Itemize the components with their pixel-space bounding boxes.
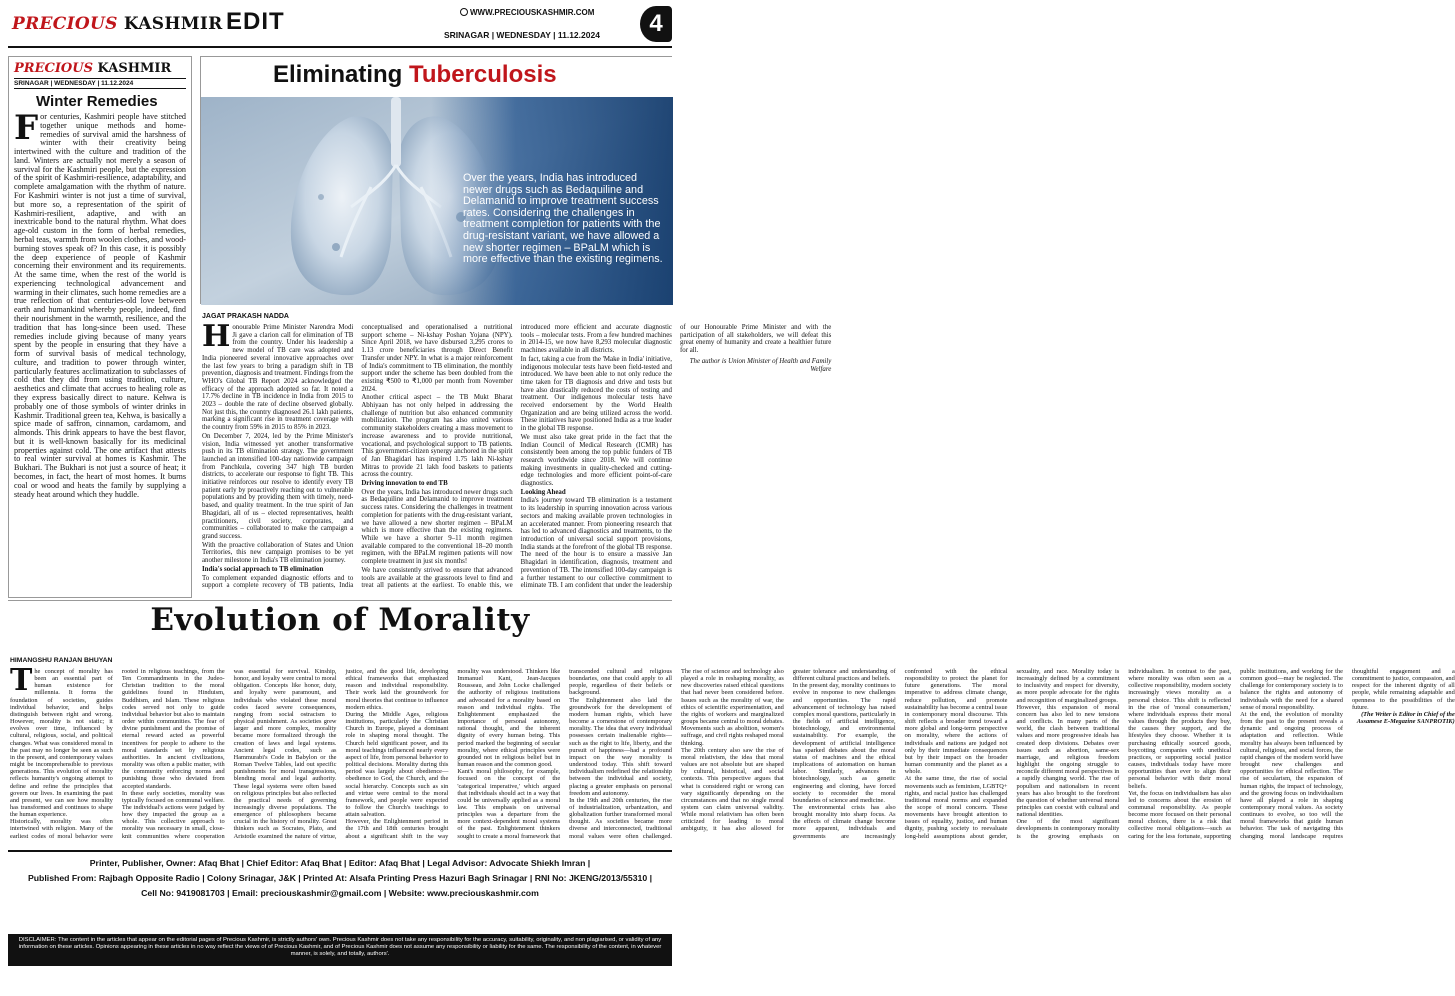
editorial-brand-part2: KASHMIR xyxy=(97,61,172,76)
morality-paragraph: At the end, the evolution of morality from the past to the present reveals a dynamic and ongoing process of adaptation and reflection. While morality has always been influenced by cultural, religious, and social forces, the rapid changes of the modern world have brought new challenges and opportunities for ethical reflection. The rise of secularism, the expansion of human rights, the impact of technology, and the growing focus on individualism have all played a role in shaping contemporary moral values. As society continues to evolve, so too will the moral frameworks that guide human behavior. The task of navigating this changing moral landscape requires thoughtful engagement and a commitment to justice, compassion, and respect for the inherent dignity of all people, while remaining adaptable and openness to the possibilities of the future. xyxy=(1240,668,1455,840)
tb-pullquote: Over the years, India has introduced newer drugs such as Bedaquiline and Delamanid to improve treatment success rates. Considering the challenges in treatment completion for patients with the drug-resistant variant, we have allowed a new shorter regimen – BPaLM which is more effective than the existing regimens. xyxy=(463,172,663,266)
morality-paragraph-text: he concept of morality has been an essential part of human existence for millennia. It forms the foundation of societies, guides individual behavior, and helps distinguish between right and wrong. However, morality is not static; it evolves over time, influenced by cultural, religious, social, and political changes. What was considered moral in the past may no longer be seen as such in the present, and contemporary values might be incomprehensible to previous generations. This evolution of morality reflects humanity's ongoing attempt to define and refine the principles that govern our lives. In examining the past and present, we can see how morality has transformed and continues to shape the human experience. xyxy=(10,668,113,819)
editorial-dropcap: F xyxy=(14,108,39,148)
editorial-box xyxy=(8,56,192,598)
morality-paragraph: However, the Enlightenment period in the 17th and 18th centuries brought about a significant shift in the way morality was understood. Thinkers like Immanuel Kant, Jean-Jacques Rousseau, and John Locke challenged the authority of religious institutions and advocated for a morality based on reason and individual rights. The Enlightenment emphasized the importance of personal autonomy, rational thought, and the inherent dignity of every human being. This period marked the beginning of secular morality, where ethical principles were grounded not in religious belief but in human reason and the common good. xyxy=(345,668,561,840)
morality-paragraph: Historically, morality was often intertwined with religion. Many of the earliest codes of moral behavior were rooted in religious teachings, from the Ten Commandments in the Judeo-Christian tradition to the moral guidelines found in Hinduism, Buddhism, and Islam. These religious codes served not only to guide individual behavior but also to maintain order within communities. The fear of divine punishment and the promise of eternal reward acted as powerful incentives for people to adhere to the moral standards set by religious authorities. In ancient civilizations, morality was often a public matter, with the community enforcing norms and punishing those who deviated from accepted standards. xyxy=(10,668,225,840)
tb-paragraph: Another critical aspect – the TB Mukt Bharat Abhiyaan has not only helped in addressing the challenge of nutrition but also enhanced community mobilization. The program has also united various community stakeholders creating a mass movement to increase awareness and to provide nutritional, vocational, and psychological support to TB patients. This government-citizen synergy anchored in the spirit of Jan Bhagidari has inspired 1.75 lakh Ni-kshay Mitras to provide 21 lakh food baskets to patients across the country. xyxy=(361,394,513,479)
tb-paragraph: On December 7, 2024, led by the Prime Minister's vision, India witnessed yet another transformative push in its TB elimination strategy. The government launched an intensified 100-day nationwide campaign from Panchkula, covering 347 high TB burden districts, to accelerate our response to fight TB. This initiative reinforces our resolve to identify every TB patient early by proactively reaching out to vulnerable populations and by providing them with timely, need-based, and quality treatment. In the true spirit of Jan Bhagidari, all of us – elected representatives, health practitioners, civil society, corporates, and communities – collaborated to make the campaign a grand success. xyxy=(202,432,354,540)
morality-paragraph: During the Middle Ages, religious institutions, particularly the Christian Church in Europe, played a dominant role in shaping moral thought. The Church held significant power, and its moral teachings influenced nearly every aspect of life, from personal behavior to political decisions. Morality during this period was largely about obedience—obedience to God, the Church, and the social hierarchy. Concepts such as sin and virtue were central to the moral framework, and people were expected to follow the Church's teachings to attain salvation. xyxy=(345,710,449,819)
tb-subheading: Looking Ahead xyxy=(520,488,566,496)
footer-divider xyxy=(8,850,672,852)
tb-author-byline: JAGAT PRAKASH NADDA xyxy=(202,313,289,320)
editorial-title: Winter Remedies xyxy=(36,93,158,110)
imprint-line-1: Printer, Publisher, Owner: Afaq Bhat | Chief Editor: Afaq Bhat | Editor: Afaq Bhat | Legal Advisor: Advocate Shiekh Imran | xyxy=(89,858,591,868)
tb-paragraph: In fact, taking a cue from the 'Make in India' initiative, indigenous molecular tests have been field-tested and introduced. We have been able to not only reduce the time taken for TB diagnosis and drive and tests but have also drastically reduced the costs of testing and treatment. Our indigenous molecular tests have received endorsement by the World Health Organization and are being utilized across the world. These initiatives have positioned India as a true leader in the global TB response. xyxy=(520,355,672,433)
morality-dropcap: T xyxy=(10,663,33,698)
morality-article-body xyxy=(10,663,1455,846)
editorial-dateline: SRINAGAR | WEDNESDAY | 11.12.2024 xyxy=(14,78,186,89)
morality-paragraph: Kant's moral philosophy, for example, focused on the concept of the 'categorical imperative,' which argued that individuals should act in a way that could be universally applied as a moral law. This emphasis on universal principles was a departure from the more context-dependent moral systems of the past. Enlightenment thinkers sought to create a moral framework that transcended cultural and religious boundaries, one that could apply to all people, regardless of their beliefs or background. xyxy=(457,668,672,840)
disclaimer: DISCLAIMER: The content in the articles that appear on the editorial pages of Precious Kashmir, is strictly authors' own. Precious Kashmir does not take any responsibility for the accuracy, suitability, originality, and non plagiarised, or validity of any information on these articles. Opinions appearing in these articles in no way reflect the views of of Precious Kashmir, and of Precious Kashmir does not assume any responsibility or liability for the same. The responsibility of the content, in whatever manner, is solely, and totally, authors'. xyxy=(8,934,672,966)
tb-title-banner xyxy=(201,57,673,97)
morality-paragraph: The environmental crisis has also brought morality into sharp focus. As the effects of climate change become more apparent, individuals and governments are increasingly confronted with the ethical responsibility to protect the planet for future generations. The moral imperative to address climate change, reduce pollution, and promote sustainability has become a central issue in contemporary moral discourse. This shift reflects a broader trend toward a more global and long-term perspective on morality, where the actions of individuals and nations are judged not only by their immediate consequences but by their impact on the broader human community and the planet as a whole. xyxy=(792,668,1008,840)
tb-title-part1: Eliminating xyxy=(273,61,403,88)
tb-dropcap: H xyxy=(202,319,231,354)
tb-paragraph-text: onourable Prime Minister Narendra Modi Ji gave a clarion call for elimination of TB from the country. Under his leadership a new model of TB care was adopted and India pioneered several innovative approaches over the last few years to bring a paradigm shift in TB prevention, diagnosis and treatment. Findings from the WHO's Global TB Report 2024 acknowledged the efficacy of the approach adopted so far. It noted a 17.7% decline in TB incidence in India from 2015 to 2023 – double the rate of decline observed globally. Not just this, the country diagnosed 26.1 lakh patients, marking a significant rise in treatment coverage with the country from 59% in 2015 to 85% in 2023. xyxy=(202,324,354,432)
tb-subheading: Driving innovation to end TB xyxy=(361,480,448,488)
morality-paragraph: In these early societies, morality was typically focused on communal welfare. The individual's actions were judged by how they impacted the group as a whole. This collective approach to morality was necessary in small, close-knit communities where cooperation was essential for survival. Kinship, honor, and loyalty were central to moral obligation. Concepts like honor, duty, and loyalty were paramount, and individuals who violated these moral codes faced severe consequences, ranging from social ostracism to physical punishment. As societies grew larger and more complex, morality became more formalized through the creation of laws and legal systems. Ancient legal codes, such as Hammurabi's Code in Babylon or the Roman Twelve Tables, laid out specific punishments for moral transgressions, blending moral and legal authority. These legal systems were often based on religious principles but also reflected the practical needs of governing increasingly diverse populations. The emergence of philosophers became crucial in the history of morality. Great thinkers such as Socrates, Plato, and Aristotle examined the nature of virtue, justice, and the good life, developing ethical frameworks that emphasized reason and individual responsibility. Their work laid the groundwork for moral theories that continue to influence modern ethics. xyxy=(121,668,449,840)
morality-paragraph: In the 19th and 20th centuries, the rise of industrialization, urbanization, and globalization further transformed moral thought. As societies became more diverse and interconnected, traditional moral values were often challenged. The rise of science and technology also played a role in reshaping morality, as new discoveries raised ethical questions that had never been considered before. Issues such as the morality of war, the ethics of scientific experimentation, and the rights of workers and marginalized groups became central to moral debates. Movements such as abolition, women's suffrage, and civil rights reshaped moral thinking. xyxy=(569,668,784,840)
tb-feature-header xyxy=(200,56,672,304)
brand-part1: PRECIOUS xyxy=(12,14,118,34)
morality-paragraph: Yet, the focus on individualism has also led to concerns about the erosion of communal responsibility. As people become more focused on their personal moral choices, there is a risk that collective moral obligations—such as caring for the less fortunate, supporting public institutions, and working for the common good—may be neglected. The challenge for contemporary society is to balance the rights and autonomy of individuals with the need for a shared sense of moral responsibility. xyxy=(1128,668,1343,840)
morality-paragraph: At the same time, the rise of social movements such as feminism, LGBTQ+ rights, and racial justice has challenged traditional moral norms and expanded the scope of moral concern. These movements have brought attention to issues of equality, justice, and human dignity, pushing society to reevaluate long-held assumptions about gender, sexuality, and race. Morality today is increasingly defined by a commitment to inclusivity and respect for diversity, as more people advocate for the rights and recognition of marginalized groups. xyxy=(904,668,1120,840)
morality-paragraph: The 20th century also saw the rise of moral relativism, the idea that moral values are not absolute but are shaped by cultural, historical, and social contexts. This perspective argues that what is considered right or wrong can vary significantly depending on the circumstances and that no single moral system can claim universal validity. While moral relativism has often been criticized for leading to moral ambiguity, it has also allowed for greater tolerance and understanding of different cultural practices and beliefs. xyxy=(680,668,896,833)
tb-paragraph: With the proactive collaboration of States and Union Territories, this new campaign promises to be yet another milestone in India's TB elimination journey. xyxy=(202,541,354,565)
morality-paragraph xyxy=(10,663,113,819)
masthead-divider xyxy=(8,46,672,48)
tb-paragraph: India's journey toward TB elimination is a testament to its leadership in spurring innovation across various sectors and making available proven technologies in an accelerated manner. From pioneering research that has led to advanced diagnostics and treatments, to the introduction of universal social support provisions, India stands at the forefront of the global TB response. The need of the hour is to ensure a massive Jan Bhagidari in identification, diagnosis, treatment and prevention of TB. The intensified 100-day campaign is a further testament to our collective commitment to eliminate TB. I am confident that under the leadership of our Honourable Prime Minister and with the participation of all stakeholders, we will defeat this great enemy of humanity and create a healthier future for all. xyxy=(520,324,832,590)
imprint-line-3: Cell No: 9419081703 | Email: preciouskashmir@gmail.com | Website: www.preciouskashmir.com xyxy=(141,888,539,898)
editorial-body xyxy=(14,108,186,583)
masthead xyxy=(0,0,680,48)
editorial-brand-part1: PRECIOUS xyxy=(14,61,93,76)
tb-title xyxy=(273,61,557,89)
brand-logo xyxy=(12,14,223,34)
tb-paragraph: We must also take great pride in the fact that the Indian Council of Medical Research (ICMR) has consistently been among the top public funders of TB research worldwide since 2018. We will continue making investments in quality-checked and cutting-edge technologies and more efficient point-of-care diagnostics. xyxy=(520,433,672,488)
page-number: 4 xyxy=(640,6,672,42)
morality-paragraph: The Enlightenment also laid the groundwork for the development of modern human rights, which have become a cornerstone of contemporary morality. The idea that every individual possesses certain inalienable rights—such as the right to life, liberty, and the pursuit of happiness—had a profound impact on the way morality is understood today. This shift toward individualism redefined the relationship between the individual and society, placing a greater emphasis on personal freedom and autonomy. xyxy=(569,696,672,797)
tb-paragraph xyxy=(202,319,354,432)
website-text: WWW.PRECIOUSKASHMIR.COM xyxy=(470,8,595,17)
brand-part2: KASHMIR xyxy=(123,14,223,34)
editorial-text: or centuries, Kashmiri people have stitched together unique methods and home-remedies of survival amid the harshness of winter with their creativity being intertwined with the culture and tradition of the land. Winters are actually not merely a season of survival for the Kashmiri people, but the expression of the spirit of Kashmiri-resilience, adaptability, and complete amalgamation with the rhythm of nature. For Kashmiri winter is not just a time of survival, but more so, a representation of the spirit of Kashmiri-resilient, adaptive, and with an inextricable bond to the natural rhythm. What does age-old custom in the form of herbal remedies, herbal teas, warmth from woolen clothes, and wood-burning stoves speak of? In this case, it is possibly the deep experience of people of Kashmir concerning their environment and its requirements. At the same time, when the rest of the world is experiencing technological advancement and warming in their climates, such home remedies are a true reflection of that centuries-old love between earth and humankind whereby people, indeed, find their nourishment in the warmth, resilience, and the tradition that has long-since been used. These remedies include giving because of many years spent by the people in ensuring that they have a form of survival basis of medical technology, culture, and tradition to power through winter, particularly features acclimatization to subclasses of cold that they did from using tradition, culture, aesthetics and climate that accrues to healing role as they express basically direct to nature. Kehwa is probably one of those symbols of winter drinks in Kashmir. Traditional green tea, Kehwa, is basically a spice made of saffron, cinnamon, cardamom, and almonds. This drink appears to have the best flavor, but it is well-known basically for its medicinal properties against cold. The one artifact that attests to real winter survival at homes is Kashmir. The Bukhari. The Bukhari is not just a source of heat; it becomes, in fact, the heart of most homes. It burns coal or wood and heats the family by supplying a steady heat around which they huddle. xyxy=(14,112,186,499)
morality-author-credit: (The Writer is Editor in Chief of the Assamese E-Megazine SANPROTIK) xyxy=(1356,710,1455,726)
tb-article-body xyxy=(202,319,832,592)
morality-author-byline: HIMANGSHU RANJAN BHUYAN xyxy=(10,657,113,664)
tb-paragraph: Over the years, India has introduced newer drugs such as Bedaquiline and Delamanid to improve treatment success rates. Considering the challenges in treatment completion for patients with the drug-resistant variant, we have allowed a new shorter regimen – BPaLM which is more effective than the existing regimens. While we have a shorter 9–11 month regimen available compared to the conventional 18–20 month regimen, with the BPaLM regimen patients will now complete treatment in just six months! xyxy=(361,488,513,566)
tb-paragraph: To complement expanded diagnostic efforts and to support a complete recovery of TB patients, India conceptualised and operationalised a nutritional support scheme – Ni-kshay Poshan Yojana (NPY). Since April 2018, we have disbursed 3,295 crores to 1.13 crore beneficiaries through Direct Benefit Transfer under NPY. In what is a major reinforcement of India's commitment to TB elimination, the monthly support under the scheme has been doubled from the existing ₹500 to ₹1,000 per month from November 2024. xyxy=(202,324,513,590)
globe-icon xyxy=(460,8,468,16)
morality-paragraph: However, this expansion of moral concern has also led to new tensions and conflicts. In many parts of the world, the clash between traditional values and more progressive ideals has created deep divisions. Debates over issues such as abortion, same-sex marriage, and religious freedom highlight the ongoing struggle to reconcile different moral perspectives in a rapidly changing world. The rise of populism and nationalism in recent years has also brought to the forefront the question of whether universal moral principles can coexist with cultural and national identities. xyxy=(1016,703,1120,819)
morality-paragraph: In the present day, morality continues to evolve in response to new challenges and opportunities. The rapid advancement of technology has raised complex moral questions, particularly in the fields of artificial intelligence, biotechnology, and environmental sustainability. For example, the development of artificial intelligence has sparked debates about the moral status of machines and the ethical implications of automation on human labor. Similarly, advances in biotechnology, such as genetic engineering and cloning, have forced society to reconsider the moral boundaries of science and medicine. xyxy=(792,682,896,804)
morality-title: Evolution of Morality xyxy=(150,602,530,638)
dateline: SRINAGAR | WEDNESDAY | 11.12.2024 xyxy=(444,30,600,40)
morality-paragraph: One of the most significant developments in contemporary morality is the growing emphasis on individualism. In contrast to the past, where morality was often seen as a collective responsibility, modern society increasingly views morality as a personal choice. This shift is reflected in the rise of 'moral consumerism,' where individuals express their moral values through the products they buy, the causes they support, and the lifestyles they choose. Whether it is purchasing ethically sourced goods, boycotting companies with unethical practices, or supporting social justice causes, individuals today have more opportunities than ever to align their personal behavior with their moral beliefs. xyxy=(1016,668,1232,840)
tb-paragraph: We have consistently strived to ensure that advanced tools are available at the grassroots level to find and treat all patients at the earliest. To enable this, we introduced more efficient and accurate diagnostic tools – molecular tests. From a few hundred machines in 2014-15, we now have 8,293 molecular diagnostic machines available in all districts. xyxy=(361,324,672,590)
tb-title-part2: Tuberculosis xyxy=(409,61,557,88)
tb-author-credit: The author is Union Minister of Health and Family Welfare xyxy=(689,357,832,373)
section-name: EDIT xyxy=(226,8,285,35)
tb-subheading: India's social approach to TB elimination xyxy=(202,565,324,573)
website-link[interactable] xyxy=(460,8,594,17)
editorial-brand xyxy=(14,61,186,76)
imprint-line-2: Published From: Rajbagh Opposite Radio | Colony Srinagar, J&K | Printed At: Alsafa Printing Press Hazuri Bagh Srinagar | RNI No: JKENG/2013/55310 | xyxy=(27,873,653,883)
section-divider xyxy=(8,600,672,601)
print-imprint xyxy=(8,856,672,901)
